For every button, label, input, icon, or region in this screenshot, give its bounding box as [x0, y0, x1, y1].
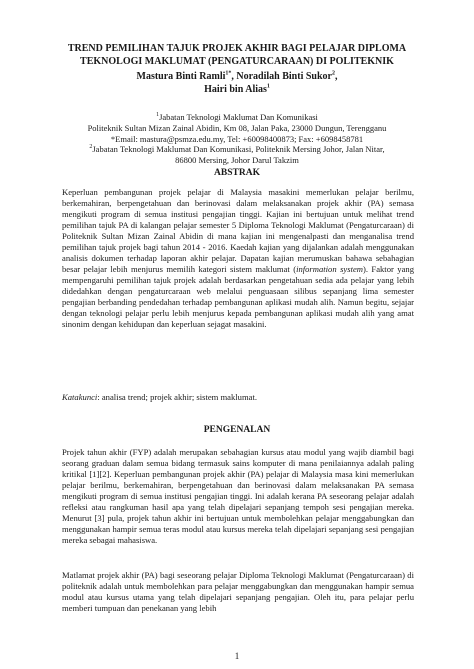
introduction-heading: PENGENALAN: [203, 425, 271, 435]
author-line-1: [40, 70, 434, 83]
author-name: Mastura Binti Ramli: [136, 71, 226, 82]
affiliation-2-line-2: 86800 Mersing, Johor Darul Takzim: [175, 155, 299, 166]
abstract-heading: ABSTRAK: [214, 168, 260, 178]
introduction-paragraph-2: Matlamat projek akhir (PA) bagi seseorang pelajar Diploma Teknologi Maklumat (Pengaturcaraan) di politeknik adalah untuk membolehkan para pelajar menggabungkan dan menggunakan hampir semua modul atau kursus utama yang telah dipelajari sepanjang pengajian. Oleh itu, para pelajar perlu memberi tumpuan dan penekanan yang lebih: [62, 570, 414, 613]
abstract-paragraph: Keperluan pembangunan projek pelajar di Malaysia masakini memerlukan pelajar berilmu, berkemahiran, berpengetahuan dan berinovasi dalam melaksanakan projek akhir (PA) semasa mengikuti program di semua institusi pengajian tinggi. Kajian ini bertujuan untuk melihat trend pemilihan tajuk PA di kalangan pelajar semester 5 Diploma Teknologi Maklumat (Pengaturcaraan) di Politeknik Sultan Mizan Zainal Abidin di mana kajian ini mengenalpasti dan menganalisa trend pemilihan tajuk projek bagi tahun 2014 - 2016. Kaedah kajian yang dijalankan adalah menggunakan analisis dokumen terhadap laporan akhir pelajar. Dapatan kajian merumuskan bahawa sebahagian besar pelajar lebih menjurus memilih kategori sistem maklumat (information system). Faktor yang mempengaruhi pemilihan tajuk projek adalah berdasarkan pengetahuan sedia ada pelajar yang lebih didedahkan dengan pengaturcaraan web melalui penguasaan silibus sepanjang lima semester pengajian berbanding pendedahan terhadap pembangunan aplikasi mudah alih. Namun begitu, sejajar dengan teknologi pelajar perlu lebih menjurus kepada pembangunan aplikasi mudah alih yang amat sinonim dengan kehidupan dan keperluan sejagat masakini.: [62, 187, 414, 329]
affiliation-2-line-1: $^2$Jabatan Teknologi Maklumat Dan Komunikasi, Politeknik Mersing Johor, Jalan Nitar,: [89, 144, 385, 155]
abstract-italic-term: information system: [296, 264, 363, 274]
title-line-1: TREND PEMILIHAN TAJUK PROJEK AKHIR BAGI PELAJAR DIPLOMA: [67, 43, 407, 54]
keywords-text: : analisa trend; projek akhir; sistem maklumat.: [97, 392, 257, 402]
author-line-2: [40, 83, 434, 96]
author-list: [40, 70, 434, 96]
affiliations: [60, 112, 414, 166]
author-separator: ,: [334, 71, 338, 82]
author-name: Noradilah Binti Sukor: [236, 71, 332, 82]
abstract-body: [62, 187, 414, 330]
introduction-paragraph-1: Projek tahun akhir (FYP) adalah merupakan sebahagian kursus atau modul yang wajib diambil bagi seorang graduan dalam semua bidang termasuk sains komputer di mana penilaiannya adalah paling kritikal [1][2]. Keperluan pembangunan projek akhir (PA) pelajar di Malaysia masa kini memerlukan pelajar berilmu, berkemahiran, berpengetahuan dan berinovasi dalam melaksanakan PA semasa mengikuti program di semua institusi pengajian tinggi. Ini adalah kerana PA seseorang pelajar adalah refleksi atau rangkuman hasil apa yang telah dipelajari sepanjang tempoh sesi pengajian mereka. Menurut [3] pula, projek tahun akhir ini bertujuan untuk membolehkan pelajar menggabungkan dan menggunakan hampir semua teras modul atau kursus mereka telah dipelajari sepanjang sesi pengajian mereka sebagai mahasiswa.: [62, 447, 414, 545]
title-line-2: TEKNOLOGI MAKLUMAT (PENGATURCARAAN) DI POLITEKNIK: [80, 56, 394, 67]
paper-title: [40, 42, 434, 68]
author-superscript: 1: [266, 83, 270, 90]
affiliation-1-line-2: Politeknik Sultan Mizan Zainal Abidin, Km 08, Jalan Paka, 23000 Dungun, Terengganu: [87, 122, 387, 133]
keywords: [62, 392, 414, 403]
page-number: 1: [234, 651, 240, 661]
author-separator: ,: [231, 71, 237, 82]
affiliation-1-line-1: $^1$Jabatan Teknologi Maklumat Dan Komunikasi: [156, 112, 318, 122]
affiliation-1-contact: *Email: mastura@psmza.edu.my, Tel: +60098400873; Fax: +6098458781: [110, 133, 364, 144]
author-superscript: 2: [331, 70, 335, 77]
author-superscript: 1*: [225, 70, 232, 77]
keywords-label: Katakunci: [62, 392, 98, 402]
affiliation-number: 1: [156, 112, 160, 119]
affiliation-number: 2: [89, 144, 93, 151]
author-name: Hairi bin Alias: [204, 84, 267, 95]
